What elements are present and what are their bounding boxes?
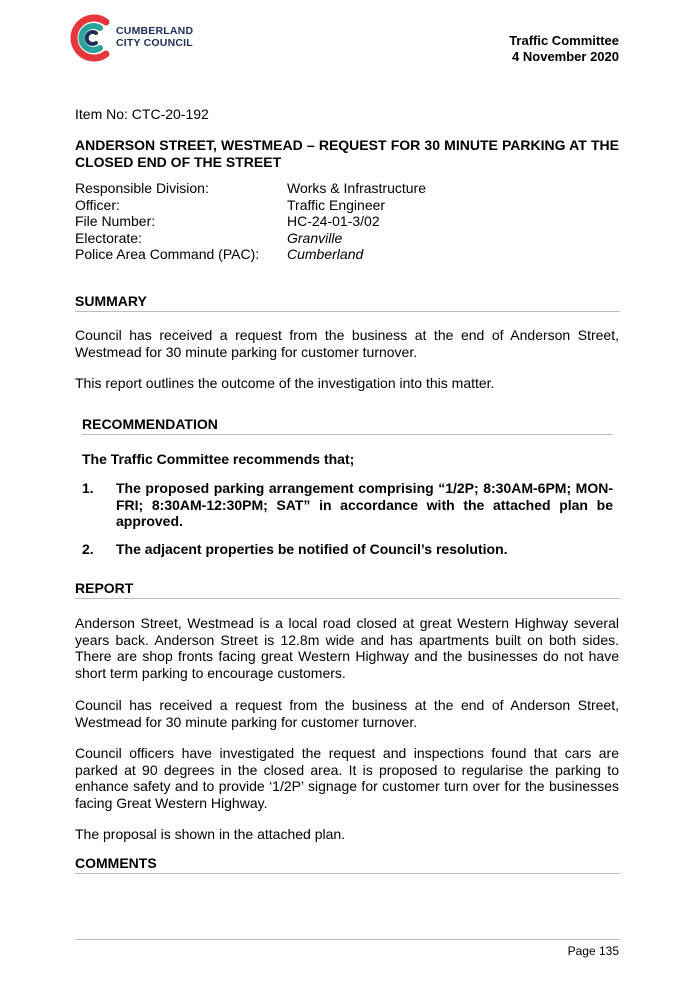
report-metadata [75,180,426,263]
meta-label: Officer: [75,196,120,213]
meta-value: Cumberland [287,246,364,262]
meta-row-officer [75,197,426,214]
council-logo-icon [66,12,114,64]
report-paragraph-2: Council has received a request from the business at the end of Anderson Street, Westmead for 30 minute parking for customer turnover. [75,697,619,730]
report-paragraph-1: Anderson Street, Westmead is a local road closed at great Western Highway several years back. Anderson Street is 12.8m wide and has apartments built on both sides. There are shop fronts facing great Western Highway and the businesses do not have short term parking to encourage customers. [75,615,619,681]
recommendation-intro: The Traffic Committee recommends that; [82,451,355,467]
meta-value: Works & Infrastructure [287,180,427,196]
summary-heading: SUMMARY [75,293,620,312]
meta-value: Traffic Engineer [287,196,386,213]
recommendation-list [82,480,613,568]
meta-value: Granville [287,229,343,246]
council-logo [66,12,196,68]
comments-heading: COMMENTS [75,855,620,874]
list-item-number: 2. [82,540,94,557]
report-heading: REPORT [75,580,620,599]
list-item-text: The adjacent properties be notified of Council’s resolution. [116,540,508,557]
list-item [82,480,613,530]
meta-row-electorate [75,230,426,247]
summary-paragraph-1: Council has received a request from the business at the end of Anderson Street, Westmead for 30 minute parking for customer turnover. [75,327,619,360]
page-number: Page 135 [567,944,619,958]
report-paragraph-3: Council officers have investigated the request and inspections found that cars are parked at 90 degrees in the closed area. It is proposed to regularise the parking to enhance safety and to provide ‘1/2P’ signage for customer turn over for the businesses facing Great Western Highway. [75,745,619,811]
meta-row-division [75,180,426,197]
list-item-text: The proposed parking arrangement comprising “1/2P; 8:30AM-6PM; MON-FRI; 8:30AM-12:30PM; SAT” in accordance with the attached plan be approved. [116,480,613,529]
committee-name: Traffic Committee [509,33,619,48]
item-number: Item No: CTC-20-192 [75,106,209,122]
recommendation-heading: RECOMMENDATION [82,416,613,435]
footer-divider [75,939,620,940]
summary-paragraph-2: This report outlines the outcome of the investigation into this matter. [75,375,495,391]
meta-label: Electorate: [75,229,142,246]
logo-line-2: CITY COUNCIL [116,37,193,49]
meta-row-file-number [75,213,426,230]
meta-label: Responsible Division: [75,180,209,196]
document-header [509,33,619,65]
report-title: ANDERSON STREET, WESTMEAD – REQUEST FOR 30 MINUTE PARKING AT THE CLOSED END OF THE STREET [75,137,619,170]
report-paragraph-4: The proposal is shown in the attached plan. [75,826,346,842]
meeting-date: 4 November 2020 [512,49,619,64]
meta-label: Police Area Command (PAC): [75,246,260,262]
logo-line-1: CUMBERLAND [116,25,194,37]
logo-wordmark [116,25,193,49]
list-item [82,541,613,558]
meta-row-pac [75,246,426,263]
meta-value: HC-24-01-3/02 [287,213,380,229]
list-item-number: 1. [82,480,94,496]
meta-label: File Number: [75,213,156,229]
